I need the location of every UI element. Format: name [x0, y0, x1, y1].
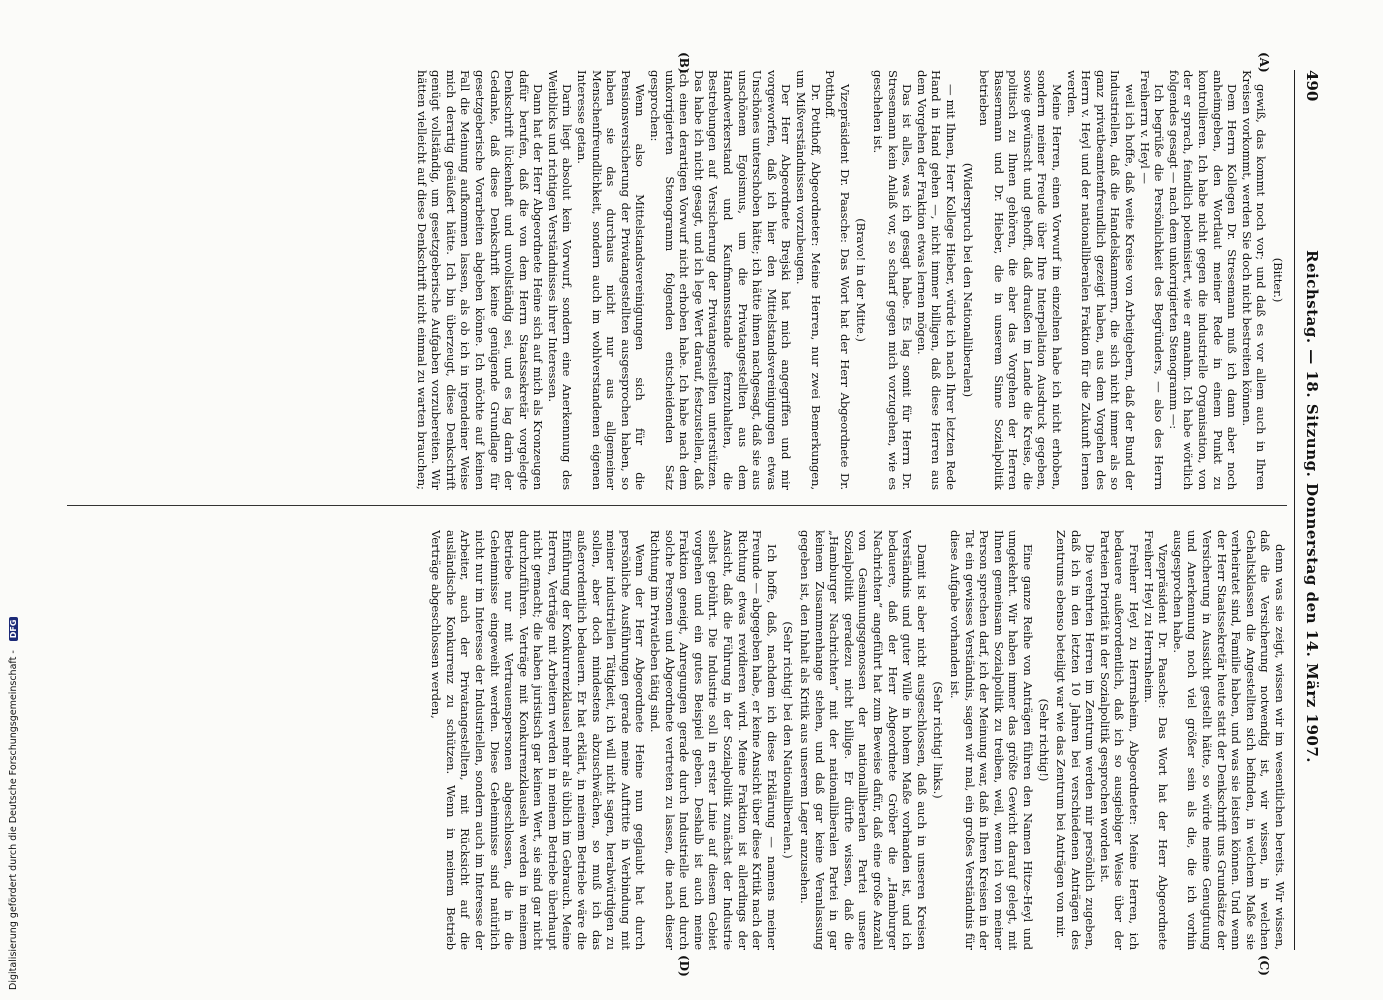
interjection: (Bitter.): [1271, 257, 1285, 303]
paragraph: Meine Herren, einen Vorwurf im einzelnen habe ich nicht erhoben, sondern meiner Freude über Ihre Interpellation Ausdruck gegeben, sowie gewünscht und gehofft, daß draußen im Lande die Kreise, die politisch zu Ihnen gehören, die aber das Vorgehen der Herren Bassermann und Dr. Hieber, die in unserem Sinne Sozialpolitik betrieben: [977, 70, 1065, 490]
interjection: (Bravo! in der Mitte.): [854, 218, 869, 342]
paragraph: Ich hoffe, daß, nachdem ich diese Erklärung — namens meiner Freunde — abgegeben habe, er keine Ansicht über diese Kritik nach der Richtung etwas revidieren wird. Meine Fraktion ist allerdings der Ansicht, daß die Führung in der Sozialpolitik zunächst der Industrie selbst gebührt. Die Industrie soll in erster Linie auf diesem Gebiet vorgehen und ein gutes Beispiel geben. Deshalb ist auch meine Fraktion geneigt, Anregungen gerade durch Industrielle und durch solche Personen und Abgeordnete vertreten zu lassen, die nach dieser Richtung im Privatleben tätig sind.: [648, 530, 779, 950]
interjection: (Sehr richtig!): [1037, 698, 1052, 782]
paragraph: Vizepräsident Dr. Paasche: Das Wort hat der Herr Abgeordnete Dr. Potthoff.: [823, 70, 852, 490]
paragraph: Damit ist aber nicht ausgeschlossen, daß auch in unseren Kreisen Verständnis und guter Wille in hohem Maße vorhanden ist, und ich bedauere, daß der Herr Abgeordnete Gröber die „Hamburger Nachrichten“ angeführt hat zum Beweise dafür, daß eine große Anzahl von Gesinnungsgenossen der nationalliberalen Partei unsere Sozialpolitik geradezu nicht billige. Er dürfte wissen, daß die „Hamburger Nachrichten“ mit der nationalliberalen Partei in gar keinem Zusammenhange stehen, und daß gar keine Veranlassung gegeben ist, den Inhalt als Kritik aus unserem Lager anzusehen.: [798, 530, 929, 950]
paragraph: Eine ganze Reihe von Anträgen führen den Namen Hitze-Heyl und umgekehrt. Wir haben immer das größte Gewicht darauf gelegt, mit Ihnen gemeinsam Sozialpolitik zu treiben, weil, wenn ich von meiner Person sprechen darf, ich der Meinung war, daß in Ihren Kreisen in der Tat ein gewisses Verständnis, sagen wir mal, ein großes Verständnis für diese Aufgabe vorhanden ist.: [947, 530, 1035, 950]
dfg-logo: DFG: [9, 617, 18, 642]
paragraph: Wenn der Herr Abgeordnete Heine nun geglaubt hat durch persönliche Ausführungen gerade meine Auftritte in Verbindung mit meiner industriellen Tätigkeit, ich will nicht sagen, herabwürdigen zu sollen, aber doch mindestens abzuschwächen, so muß ich das außerordentlich bedauern. Er hat erklärt, in meinem Betriebe wäre die Einführung der Konkurrenzklausel mehr als üblich im Gebrauch. Meine Herren, Verträge mit Arbeitern werden in meinem Betriebe überhaupt nicht gemacht; die haben juristisch gar keinen Wert, sie sind gar nicht durchzuführen. Verträge mit Konkurrenzklauseln werden in meinem Betriebe nur mit Vertrauenspersonen abgeschlossen, die in die Geheimnisse eingeweiht werden. Diese Geheimnisse sind natürlich nicht nur im Interesse der Industriellen, sondern auch im Interesse der Arbeiter, auch der Privatangestellten, mit Rücksicht auf die ausländische Konkurrenz zu schützen. Wenn in meinem Betrieb Verträge abgeschlossen werden,: [429, 530, 648, 950]
paragraph: Vizepräsident Dr. Paasche: Das Wort hat der Herr Abgeordnete Freiherr Heyl zu Herrnsheim.: [1141, 530, 1171, 950]
digitization-credit: [8, 600, 24, 990]
paragraph: weil ich hoffe, daß weite Kreise von Arbeitgebern, daß der Bund der Industriellen, daß die Handelskammern, die sich nicht immer als so ganz privatbeamtenfreundlich gezeigt haben, aus dem Vorgehen des Herrn v. Heyl und der nationalliberalen Fraktion für die Zukunft lernen werden.: [1064, 70, 1138, 490]
paragraph: denn was sie zeigt, wissen wir im wesentlichen bereits. Wir wissen, daß die Versicherung notwendig ist, wir wissen, in welchen Gehaltsklassen die Angestellten sich befinden, in welchem Maße sie verheiratet sind, Familie haben, und was sie leisten können. Und wenn der Herr Staatssekretär heute statt der Denkschrift uns Grundsätze der Versicherung in Aussicht gestellt hätte, so würde meine Genugtuung und Anerkennung noch viel größer sein als die, die ich vorhin ausgesprochen habe.: [1170, 530, 1287, 950]
column-divider: [67, 505, 1287, 506]
paragraph: Darin liegt absolut kein Vorwurf, sondern eine Anerkennung des Weitblicks und richtigen Verständnisses ihrer Interessen.: [545, 70, 575, 490]
paragraph: Dr. Potthoff, Abgeordneter: Meine Herren, nur zwei Bemerkungen, um Mißverständnissen vorzubeugen.: [794, 70, 823, 490]
margin-mark-a: (A): [1257, 52, 1271, 73]
interjection: (Widerspruch bei den Nationalliberalen): [960, 162, 975, 398]
paragraph: Ich begrüße die Persönlichkeit des Begründers, — also des Herrn Freiherrn v. Heyl —: [1137, 70, 1167, 490]
paragraph: — mit Ihnen, Herr Kollege Hieber, würde ich nach Ihrer letzten Rede Hand in Hand gehen —, nicht immer billigen, daß diese Herren aus dem Vorgehen der Fraktion etwas lernen mögen.: [914, 70, 958, 490]
left-text-column: [72, 70, 1287, 490]
interjection: (Sehr richtig! bei den Nationalliberalen.): [781, 621, 796, 859]
paragraph: Freiherr Heyl zu Herrnsheim, Abgeordneter: Meine Herren, ich bedauere außerordentlich, daß ich so ausgiebiger Weise über der Parteien Priorität in der Sozialpolitik gesprochen worden ist.: [1097, 530, 1142, 950]
running-title: Reichstag. — 18. Sitzung. Donnerstag den 14. März 1907.: [1303, 250, 1321, 764]
margin-mark-c: (C): [1257, 955, 1271, 976]
margin-mark-b: (B): [677, 52, 691, 74]
margin-mark-d: (D): [677, 955, 691, 977]
interjection: (Sehr richtig! links.): [931, 681, 946, 799]
paragraph: Dann hat der Herr Abgeordnete Heine sich auf mich als Kronzeugen dafür berufen, daß die von dem Herrn Staatssekretär vorgelegte Denkschrift lückenhaft und unvollständig sei, und es lag darin der Gedanke, daß diese Denkschrift keine genügende Grundlage für gesetzgeberische Vorarbeiten abgeben könne. Ich möchte auf keinen Fall die Meinung aufkommen lassen, als ob ich in irgendeiner Weise mich derartig geäußert hätte. Ich bin überzeugt, diese Denkschrift genügt vollständig, um gesetzgeberische Aufgaben vorzubereiten. Wir hätten vielleicht auf diese Denkschrift nicht einmal zu warten brauchen;: [414, 70, 546, 490]
digitization-credit-text: Digitalisierung gefördert durch die Deutsche Forschungsgemeinschaft -: [8, 650, 19, 990]
header-rule: [1294, 70, 1295, 950]
page-number: 490: [1303, 70, 1321, 102]
page-header: [1295, 70, 1321, 950]
paragraph: gewiß, das kommt noch vor; und daß es vor allem auch in Ihren Kreisen vorkommt, werden Sie doch nicht bestreiten können.: [1239, 70, 1269, 490]
paragraph: Der Herr Abgeordnete Brejski hat mich angegriffen und mir vorgeworfen, daß ich hier den Mittelstandsvereinigungen etwas Unschönes unterschoben hätte; ich hätte ihnen nachgesagt, daß sie aus unschönem Egoismus, um die Privatangestellten aus dem Handwerkerstand und Kaufmannsstande fernzuhalten, die Bestrebungen auf Versicherung der Privatangestellten unterstützen. Das habe ich nicht gesagt, und ich lege Wert darauf, festzustellen, daß ich einen derartigen Vorwurf nicht erhoben habe. Ich habe nach dem unkorrigierten Stenogramm folgenden entscheidenden Satz gesprochen:: [648, 70, 794, 490]
paragraph: Das ist alles, was ich gesagt habe. Es lag somit für Herrn Dr. Stresemann kein Anlaß vor, so scharf gegen mich vorzugehen, wie es geschehen ist.: [870, 70, 915, 490]
paragraph: Dem Herrn Kollegen Dr. Stresemann muß ich dann aber noch anheimgeben, den Wortlaut meiner Rede in einem Punkt zu kontrollieren. Ich habe nicht gegen die industrielle Organisation, von der er sprach, feindlich polemisiert, wie er annahm. Ich habe wörtlich folgendes gesagt — nach dem unkorrigierten Stenogramm —:: [1166, 70, 1240, 490]
right-text-column: [72, 530, 1287, 950]
paragraph: Die verehrten Herren im Zentrum werden mir persönlich zugeben, daß ich in den letzten 10 Jahren bei verschiedenen Anträgen des Zentrums ebenso beteiligt war wie das Zentrum bei Anträgen von mir.: [1054, 530, 1098, 950]
paragraph: Wenn also Mittelstandsvereinigungen sich für die Pensionsversicherung der Privatangestellten ausgesprochen haben, so haben sie das durchaus nicht nur aus allgemeiner Menschenfreundlichkeit, sondern auch im wohlverstandenen eigenen Interesse getan.: [575, 70, 648, 490]
